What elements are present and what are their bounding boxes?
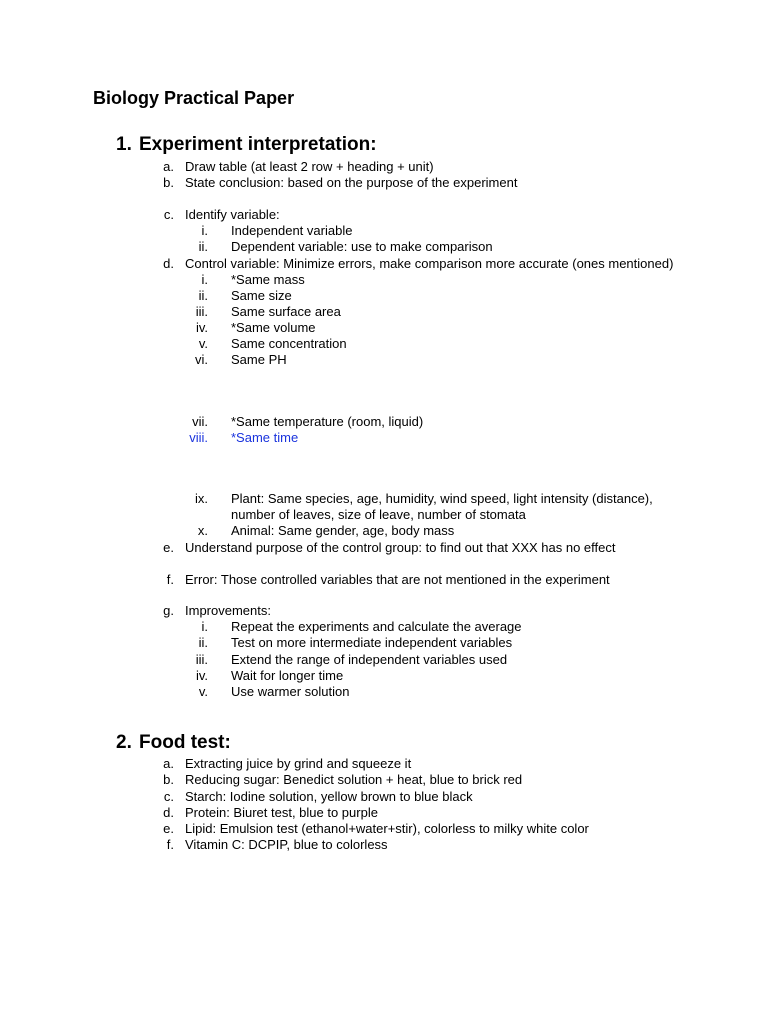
list-marker: b.: [163, 772, 174, 787]
section-number: 1.: [116, 134, 132, 155]
sub-marker: v.: [198, 336, 208, 351]
list-item-text: Improvements:: [185, 603, 271, 618]
sub-item-text: Same size: [231, 288, 292, 303]
sub-item-text: Test on more intermediate independent variables: [231, 635, 513, 650]
sub-marker: iii.: [195, 652, 208, 667]
sub-item-text: number of leaves, size of leave, number of stomata: [231, 507, 526, 522]
sub-item-text: Repeat the experiments and calculate the average: [231, 619, 522, 634]
sub-marker: ii.: [198, 239, 208, 254]
sub-marker: iv.: [195, 320, 208, 335]
list-marker: c.: [163, 207, 174, 222]
list-item-text: Identify variable:: [185, 207, 280, 222]
sub-item-text: Independent variable: [231, 223, 353, 238]
sub-item-text: *Same mass: [231, 272, 305, 287]
list-item-text: Starch: Iodine solution, yellow brown to blue black: [185, 789, 473, 804]
list-item-text: Extracting juice by grind and squeeze it: [185, 756, 412, 771]
list-item-text: Control variable: Minimize errors, make comparison more accurate (ones mentioned): [185, 256, 674, 271]
sub-marker: i.: [201, 223, 208, 238]
list-item-text: Reducing sugar: Benedict solution + heat, blue to brick red: [185, 772, 523, 787]
sub-marker: viii.: [189, 430, 208, 445]
sub-item-text: Extend the range of independent variables used: [231, 652, 508, 667]
sub-item-text: Dependent variable: use to make comparison: [231, 239, 493, 254]
sub-marker: x.: [197, 523, 208, 538]
sub-item-text: Plant: Same species, age, humidity, wind speed, light intensity (distance),: [231, 491, 653, 506]
sub-item-text: Same PH: [231, 352, 287, 367]
sub-item-text: Same concentration: [231, 336, 347, 351]
list-item-text: Protein: Biuret test, blue to purple: [185, 805, 378, 820]
list-marker: f.: [166, 572, 174, 587]
sub-marker: ix.: [195, 491, 208, 506]
list-item-text: State conclusion: based on the purpose of the experiment: [185, 175, 518, 190]
sub-marker: vii.: [192, 414, 208, 429]
sub-item-text: Same surface area: [231, 304, 341, 319]
section-heading-food-test: [116, 731, 231, 755]
sub-item-text: Use warmer solution: [231, 684, 350, 699]
section-heading-experiment-interpretation: [116, 133, 377, 157]
list-marker: e.: [163, 540, 174, 555]
list-marker: a.: [163, 159, 174, 174]
sub-item-text: *Same time: [231, 430, 299, 445]
sub-item-text: Wait for longer time: [231, 668, 344, 683]
sub-marker: iii.: [195, 304, 208, 319]
sub-item-text: *Same volume: [231, 320, 316, 335]
sub-item-text: *Same temperature (room, liquid): [231, 414, 424, 429]
sub-marker: i.: [201, 272, 208, 287]
sub-marker: iv.: [195, 668, 208, 683]
list-item-text: Lipid: Emulsion test (ethanol+water+stir), colorless to milky white color: [185, 821, 589, 836]
list-marker: d.: [163, 805, 174, 820]
section-number: 2.: [116, 732, 132, 753]
list-item-text: Error: Those controlled variables that are not mentioned in the experiment: [185, 572, 610, 587]
sub-item-text: Animal: Same gender, age, body mass: [231, 523, 455, 538]
sub-marker: v.: [198, 684, 208, 699]
list-marker: d.: [163, 256, 174, 271]
page-title: Biology Practical Paper: [93, 88, 295, 108]
list-marker: b.: [163, 175, 174, 190]
list-marker: g.: [163, 603, 174, 618]
sub-marker: ii.: [198, 635, 208, 650]
list-item-text: Draw table (at least 2 row + heading + unit): [185, 159, 434, 174]
list-marker: e.: [163, 821, 174, 836]
list-marker: c.: [163, 789, 174, 804]
list-item-text: Understand purpose of the control group: to find out that XXX has no effect: [185, 540, 616, 555]
sub-marker: ii.: [198, 288, 208, 303]
sub-marker: i.: [201, 619, 208, 634]
list-marker: a.: [163, 756, 174, 771]
section-heading-text: Food test:: [139, 732, 231, 753]
sub-marker: vi.: [195, 352, 208, 367]
list-item-text: Vitamin C: DCPIP, blue to colorless: [185, 837, 388, 852]
list-marker: f.: [166, 837, 174, 852]
section-heading-text: Experiment interpretation:: [139, 134, 377, 155]
